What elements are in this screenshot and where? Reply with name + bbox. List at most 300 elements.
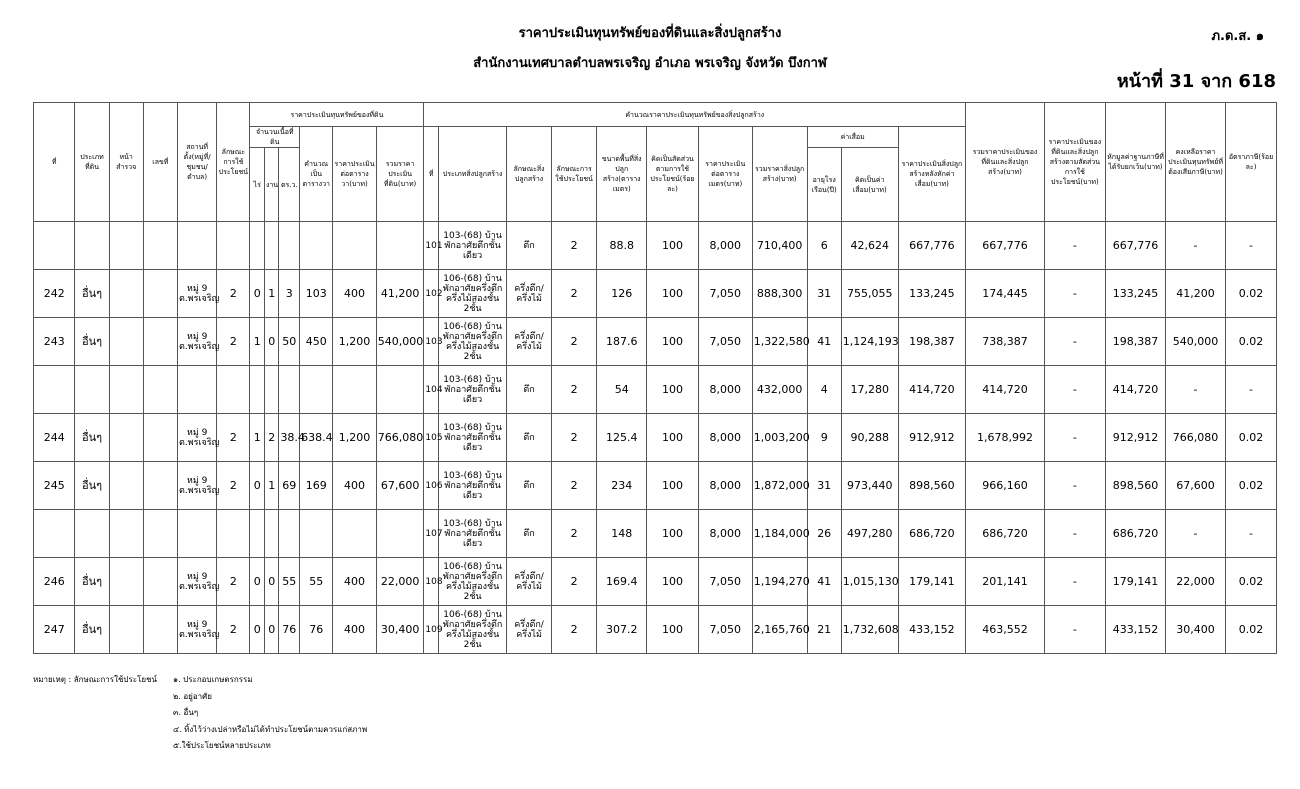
cell-bld-total: 1,872,000 <box>752 462 807 510</box>
cell-page-survey <box>109 318 143 366</box>
cell-no: 244 <box>34 414 75 462</box>
cell-area-wa <box>300 366 333 414</box>
cell-bld-type: 103-(68) บ้านพักอาศัยตึกชั้นเดียว <box>438 366 506 414</box>
cell-ngan: 0 <box>264 606 279 654</box>
cell-land-type <box>75 366 109 414</box>
cell-tax-rate: - <box>1226 366 1277 414</box>
cell-wa <box>279 510 300 558</box>
cell-number <box>143 366 177 414</box>
cell-wa: 55 <box>279 558 300 606</box>
cell-land-type: อื่นๆ <box>75 462 109 510</box>
cell-number <box>143 558 177 606</box>
cell-page-survey <box>109 270 143 318</box>
cell-after-dep: 414,720 <box>898 366 965 414</box>
cell-usage: 2 <box>217 318 250 366</box>
cell-number <box>143 462 177 510</box>
cell-price-wa: 400 <box>333 558 377 606</box>
cell-land-total: 540,000 <box>376 318 424 366</box>
cell-no <box>34 510 75 558</box>
document-title: ราคาประเมินทุนทรัพย์ของที่ดินและสิ่งปลูกสร้าง <box>518 26 782 41</box>
cell-number <box>143 318 177 366</box>
col-bld-pct: คิดเป็นสัดส่วนตามการใช้ประโยชน์(ร้อยละ) <box>647 127 699 222</box>
cell-deduct: 686,720 <box>1105 510 1165 558</box>
cell-page-survey <box>109 510 143 558</box>
cell-bld-type: 106-(68) บ้านพักอาศัยครึ่งตึกครึ่งไม้สองชั้น 2ชั้น <box>438 318 506 366</box>
cell-usage <box>217 510 250 558</box>
cell-tax-rate: 0.02 <box>1226 606 1277 654</box>
cell-ngan: 1 <box>264 270 279 318</box>
cell-age: 21 <box>807 606 841 654</box>
cell-location <box>177 510 216 558</box>
cell-bld-price: 8,000 <box>698 414 752 462</box>
cell-bld-usage: 2 <box>551 510 597 558</box>
cell-usage: 2 <box>217 270 250 318</box>
cell-age: 9 <box>807 414 841 462</box>
cell-bld-usage: 2 <box>551 366 597 414</box>
cell-remaining: 41,200 <box>1166 270 1226 318</box>
cell-dep: 1,732,608 <box>841 606 898 654</box>
cell-location: หมู่ 9 ต.พรเจริญ <box>177 558 216 606</box>
cell-number <box>143 270 177 318</box>
cell-deduct: 198,387 <box>1105 318 1165 366</box>
cell-land-total: 67,600 <box>376 462 424 510</box>
cell-age: 31 <box>807 462 841 510</box>
cell-grand-total: 738,387 <box>966 318 1045 366</box>
cell-remaining: - <box>1166 366 1226 414</box>
col-after-dep: ราคาประเมินสิ่งปลูกสร้างหลังหักค่าเสื่อม(บาท) <box>898 127 965 222</box>
table-row <box>34 222 1277 270</box>
cell-area-wa: 76 <box>300 606 333 654</box>
col-bld-usage: ลักษณะการใช้ประโยชน์ <box>551 127 597 222</box>
cell-tax-rate: 0.02 <box>1226 414 1277 462</box>
cell-after-dep: 686,720 <box>898 510 965 558</box>
cell-no <box>34 366 75 414</box>
cell-bld-no: 107 <box>424 510 439 558</box>
cell-bld-area: 187.6 <box>597 318 647 366</box>
col-bld-type: ประเภทสิ่งปลูกสร้าง <box>438 127 506 222</box>
note-item: ๔. ทิ้งไว้ว่างเปล่าหรือไม่ได้ทำประโยชน์ตามควรแก่สภาพ <box>173 724 368 734</box>
cell-page-survey <box>109 462 143 510</box>
cell-bld-style: ตึก <box>507 462 552 510</box>
table-row <box>34 606 1277 654</box>
cell-bld-pct: 100 <box>647 558 699 606</box>
note-item: ๕.ใช้ประโยชน์หลายประเภท <box>173 741 271 750</box>
cell-dep: 755,055 <box>841 270 898 318</box>
col-grand-total: รวมราคาประเมินของที่ดินและสิ่งปลูกสร้าง(บาท) <box>966 103 1045 222</box>
cell-prop-share: - <box>1044 462 1105 510</box>
cell-usage: 2 <box>217 462 250 510</box>
cell-deduct: 667,776 <box>1105 222 1165 270</box>
cell-grand-total: 414,720 <box>966 366 1045 414</box>
cell-wa: 76 <box>279 606 300 654</box>
note-item: ๓. อื่นๆ <box>173 708 199 717</box>
cell-after-dep: 133,245 <box>898 270 965 318</box>
cell-ngan <box>264 366 279 414</box>
table-row <box>34 462 1277 510</box>
cell-remaining: 766,080 <box>1166 414 1226 462</box>
cell-page-survey <box>109 558 143 606</box>
cell-bld-style: ครึ่งตึก/ครึ่งไม้ <box>507 606 552 654</box>
cell-prop-share: - <box>1044 414 1105 462</box>
cell-location <box>177 366 216 414</box>
cell-land-type <box>75 510 109 558</box>
cell-area-wa <box>300 222 333 270</box>
cell-prop-share: - <box>1044 606 1105 654</box>
cell-bld-no: 105 <box>424 414 439 462</box>
form-code: ภ.ด.ส. ๑ <box>1211 29 1264 44</box>
cell-area-wa <box>300 510 333 558</box>
cell-prop-share: - <box>1044 222 1105 270</box>
cell-no: 247 <box>34 606 75 654</box>
notes-label: หมายเหตุ : ลักษณะการใช้ประโยชน์ <box>33 675 157 684</box>
note-item: ๒. อยู่อาศัย <box>173 691 212 701</box>
cell-deduct: 912,912 <box>1105 414 1165 462</box>
cell-after-dep: 898,560 <box>898 462 965 510</box>
cell-bld-pct: 100 <box>647 366 699 414</box>
cell-page-survey <box>109 222 143 270</box>
cell-bld-type: 103-(68) บ้านพักอาศัยตึกชั้นเดียว <box>438 414 506 462</box>
cell-price-wa: 400 <box>333 270 377 318</box>
cell-after-dep: 912,912 <box>898 414 965 462</box>
building-group-header: คำนวณราคาประเมินทุนทรัพย์ของสิ่งปลูกสร้าง <box>424 103 966 127</box>
cell-wa: 69 <box>279 462 300 510</box>
cell-rai: 1 <box>250 318 265 366</box>
cell-land-type: อื่นๆ <box>75 270 109 318</box>
cell-rai: 1 <box>250 414 265 462</box>
cell-bld-total: 432,000 <box>752 366 807 414</box>
cell-no: 242 <box>34 270 75 318</box>
col-no: ที่ <box>34 103 75 222</box>
col-location: สถานที่ตั้ง(หมู่ที่/ชุมชน/ตำบล) <box>177 103 216 222</box>
cell-rai: 0 <box>250 558 265 606</box>
col-bld-total: รวมราคาสิ่งปลูกสร้าง(บาท) <box>752 127 807 222</box>
depreciation-group-header: ค่าเสื่อม <box>807 127 898 148</box>
cell-age: 6 <box>807 222 841 270</box>
table-row <box>34 510 1277 558</box>
cell-after-dep: 179,141 <box>898 558 965 606</box>
cell-bld-total: 2,165,760 <box>752 606 807 654</box>
cell-page-survey <box>109 414 143 462</box>
cell-wa <box>279 222 300 270</box>
cell-price-wa: 400 <box>333 606 377 654</box>
cell-tax-rate: - <box>1226 222 1277 270</box>
cell-bld-no: 104 <box>424 366 439 414</box>
area-group-header: จำนวนเนื้อที่ดิน <box>250 127 300 148</box>
cell-grand-total: 201,141 <box>966 558 1045 606</box>
cell-grand-total: 686,720 <box>966 510 1045 558</box>
cell-grand-total: 463,552 <box>966 606 1045 654</box>
col-land-type: ประเภทที่ดิน <box>75 103 109 222</box>
cell-bld-area: 148 <box>597 510 647 558</box>
cell-deduct: 433,152 <box>1105 606 1165 654</box>
cell-number <box>143 510 177 558</box>
cell-area-wa: 450 <box>300 318 333 366</box>
cell-bld-total: 1,003,200 <box>752 414 807 462</box>
cell-bld-price: 7,050 <box>698 270 752 318</box>
cell-prop-share: - <box>1044 558 1105 606</box>
col-bld-area: ขนาดพื้นที่สิ่งปลูกสร้าง(ตารางเมตร) <box>597 127 647 222</box>
document-subtitle: สำนักงานเทศบาลตำบลพรเจริญ อำเภอ พรเจริญ จังหวัด บึงกาฬ <box>473 56 827 71</box>
cell-dep: 17,280 <box>841 366 898 414</box>
cell-rai: 0 <box>250 462 265 510</box>
cell-bld-total: 1,194,270 <box>752 558 807 606</box>
cell-usage: 2 <box>217 606 250 654</box>
cell-land-total: 41,200 <box>376 270 424 318</box>
cell-remaining: 30,400 <box>1166 606 1226 654</box>
cell-bld-usage: 2 <box>551 270 597 318</box>
cell-remaining: - <box>1166 222 1226 270</box>
cell-bld-style: ตึก <box>507 414 552 462</box>
cell-tax-rate: 0.02 <box>1226 462 1277 510</box>
cell-bld-type: 106-(68) บ้านพักอาศัยครึ่งตึกครึ่งไม้สองชั้น 2ชั้น <box>438 270 506 318</box>
table-row <box>34 558 1277 606</box>
cell-bld-pct: 100 <box>647 414 699 462</box>
cell-tax-rate: - <box>1226 510 1277 558</box>
cell-no: 246 <box>34 558 75 606</box>
cell-rai: 0 <box>250 270 265 318</box>
cell-location: หมู่ 9 ต.พรเจริญ <box>177 414 216 462</box>
cell-after-dep: 433,152 <box>898 606 965 654</box>
cell-remaining: 540,000 <box>1166 318 1226 366</box>
cell-bld-pct: 100 <box>647 606 699 654</box>
cell-bld-price: 8,000 <box>698 462 752 510</box>
cell-bld-area: 126 <box>597 270 647 318</box>
cell-wa: 3 <box>279 270 300 318</box>
cell-bld-area: 88.8 <box>597 222 647 270</box>
col-price-wa: ราคาประเมินต่อตารางวา(บาท) <box>333 127 377 222</box>
cell-bld-usage: 2 <box>551 318 597 366</box>
cell-bld-pct: 100 <box>647 270 699 318</box>
cell-bld-pct: 100 <box>647 462 699 510</box>
cell-page-survey <box>109 606 143 654</box>
cell-area-wa: 55 <box>300 558 333 606</box>
cell-land-total <box>376 222 424 270</box>
cell-dep: 90,288 <box>841 414 898 462</box>
cell-bld-type: 103-(68) บ้านพักอาศัยตึกชั้นเดียว <box>438 462 506 510</box>
cell-no <box>34 222 75 270</box>
cell-bld-total: 1,184,000 <box>752 510 807 558</box>
cell-usage: 2 <box>217 414 250 462</box>
cell-age: 31 <box>807 270 841 318</box>
cell-number <box>143 222 177 270</box>
cell-land-total: 30,400 <box>376 606 424 654</box>
cell-bld-style: ครึ่งตึก/ครึ่งไม้ <box>507 318 552 366</box>
cell-price-wa <box>333 366 377 414</box>
cell-deduct: 414,720 <box>1105 366 1165 414</box>
cell-bld-usage: 2 <box>551 606 597 654</box>
cell-location: หมู่ 9 ต.พรเจริญ <box>177 318 216 366</box>
cell-grand-total: 1,678,992 <box>966 414 1045 462</box>
cell-remaining: - <box>1166 510 1226 558</box>
cell-bld-area: 234 <box>597 462 647 510</box>
cell-bld-total: 1,322,580 <box>752 318 807 366</box>
col-bld-style: ลักษณะสิ่งปลูกสร้าง <box>507 127 552 222</box>
assessment-table <box>33 102 1277 654</box>
table-row <box>34 318 1277 366</box>
cell-bld-style: ครึ่งตึก/ครึ่งไม้ <box>507 558 552 606</box>
cell-usage: 2 <box>217 558 250 606</box>
cell-dep: 42,624 <box>841 222 898 270</box>
cell-bld-total: 888,300 <box>752 270 807 318</box>
cell-bld-price: 8,000 <box>698 366 752 414</box>
cell-land-total: 22,000 <box>376 558 424 606</box>
col-area-wa: คำนวณเป็นตารางวา <box>300 127 333 222</box>
cell-bld-pct: 100 <box>647 222 699 270</box>
col-bld-no: ที่ <box>424 127 439 222</box>
cell-remaining: 22,000 <box>1166 558 1226 606</box>
note-item: ๑. ประกอบเกษตรกรรม <box>173 675 253 684</box>
cell-bld-type: 106-(68) บ้านพักอาศัยครึ่งตึกครึ่งไม้สองชั้น 2ชั้น <box>438 558 506 606</box>
cell-price-wa: 1,200 <box>333 318 377 366</box>
cell-tax-rate: 0.02 <box>1226 318 1277 366</box>
cell-wa: 38.4 <box>279 414 300 462</box>
cell-bld-no: 101 <box>424 222 439 270</box>
cell-prop-share: - <box>1044 270 1105 318</box>
cell-tax-rate: 0.02 <box>1226 270 1277 318</box>
col-rai: ไร่ <box>250 148 265 222</box>
cell-location: หมู่ 9 ต.พรเจริญ <box>177 606 216 654</box>
cell-bld-price: 7,050 <box>698 318 752 366</box>
cell-dep: 497,280 <box>841 510 898 558</box>
col-deduct: หักมูลค่าฐานภาษีที่ได้รับยกเว้น(บาท) <box>1105 103 1165 222</box>
cell-bld-type: 103-(68) บ้านพักอาศัยตึกชั้นเดียว <box>438 222 506 270</box>
cell-bld-type: 103-(68) บ้านพักอาศัยตึกชั้นเดียว <box>438 510 506 558</box>
cell-bld-area: 169.4 <box>597 558 647 606</box>
cell-bld-price: 8,000 <box>698 510 752 558</box>
cell-deduct: 179,141 <box>1105 558 1165 606</box>
cell-bld-no: 109 <box>424 606 439 654</box>
cell-grand-total: 174,445 <box>966 270 1045 318</box>
cell-price-wa: 400 <box>333 462 377 510</box>
cell-land-type: อื่นๆ <box>75 558 109 606</box>
cell-area-wa: 169 <box>300 462 333 510</box>
cell-age: 41 <box>807 558 841 606</box>
col-remaining: คงเหลือราคาประเมินทุนทรัพย์ที่ต้องเสียภาษี(บาท) <box>1166 103 1226 222</box>
cell-bld-area: 125.4 <box>597 414 647 462</box>
cell-after-dep: 667,776 <box>898 222 965 270</box>
cell-prop-share: - <box>1044 510 1105 558</box>
cell-wa: 50 <box>279 318 300 366</box>
col-ngan: งาน <box>264 148 279 222</box>
cell-wa <box>279 366 300 414</box>
cell-number <box>143 414 177 462</box>
cell-bld-no: 103 <box>424 318 439 366</box>
cell-area-wa: 103 <box>300 270 333 318</box>
col-land-total: รวมราคาประเมินที่ดิน(บาท) <box>376 127 424 222</box>
cell-prop-share: - <box>1044 366 1105 414</box>
cell-bld-area: 307.2 <box>597 606 647 654</box>
cell-deduct: 898,560 <box>1105 462 1165 510</box>
col-usage: ลักษณะการใช้ประโยชน์ <box>217 103 250 222</box>
cell-location: หมู่ 9 ต.พรเจริญ <box>177 270 216 318</box>
cell-usage <box>217 366 250 414</box>
cell-grand-total: 966,160 <box>966 462 1045 510</box>
cell-price-wa <box>333 222 377 270</box>
cell-bld-no: 108 <box>424 558 439 606</box>
cell-location <box>177 222 216 270</box>
table-row <box>34 366 1277 414</box>
cell-ngan: 1 <box>264 462 279 510</box>
cell-bld-price: 7,050 <box>698 606 752 654</box>
cell-rai: 0 <box>250 606 265 654</box>
cell-bld-price: 8,000 <box>698 222 752 270</box>
cell-bld-style: ตึก <box>507 222 552 270</box>
cell-dep: 1,015,130 <box>841 558 898 606</box>
cell-prop-share: - <box>1044 318 1105 366</box>
cell-location: หมู่ 9 ต.พรเจริญ <box>177 462 216 510</box>
cell-ngan <box>264 222 279 270</box>
cell-no: 243 <box>34 318 75 366</box>
cell-land-total: 766,080 <box>376 414 424 462</box>
cell-page-survey <box>109 366 143 414</box>
cell-no: 245 <box>34 462 75 510</box>
cell-age: 41 <box>807 318 841 366</box>
cell-bld-style: ตึก <box>507 510 552 558</box>
cell-bld-pct: 100 <box>647 318 699 366</box>
cell-dep: 973,440 <box>841 462 898 510</box>
cell-ngan: 0 <box>264 558 279 606</box>
cell-ngan: 2 <box>264 414 279 462</box>
cell-price-wa <box>333 510 377 558</box>
cell-bld-usage: 2 <box>551 558 597 606</box>
col-tax-rate: อัตราภาษี(ร้อยละ) <box>1226 103 1277 222</box>
cell-bld-no: 106 <box>424 462 439 510</box>
cell-area-wa: 638.4 <box>300 414 333 462</box>
cell-rai <box>250 510 265 558</box>
table-body <box>34 222 1277 654</box>
cell-land-total <box>376 366 424 414</box>
col-wa: ตร.ว. <box>279 148 300 222</box>
cell-land-type: อื่นๆ <box>75 414 109 462</box>
cell-grand-total: 667,776 <box>966 222 1045 270</box>
cell-land-type: อื่นๆ <box>75 318 109 366</box>
cell-bld-style: ครึ่งตึก/ครึ่งไม้ <box>507 270 552 318</box>
cell-deduct: 133,245 <box>1105 270 1165 318</box>
cell-remaining: 67,600 <box>1166 462 1226 510</box>
cell-age: 4 <box>807 366 841 414</box>
land-group-header: ราคาประเมินทุนทรัพย์ของที่ดิน <box>250 103 424 127</box>
cell-bld-type: 106-(68) บ้านพักอาศัยครึ่งตึกครึ่งไม้สองชั้น 2ชั้น <box>438 606 506 654</box>
cell-land-type: อื่นๆ <box>75 606 109 654</box>
cell-dep: 1,124,193 <box>841 318 898 366</box>
cell-bld-no: 102 <box>424 270 439 318</box>
col-page-survey: หน้าสำรวจ <box>109 103 143 222</box>
cell-bld-usage: 2 <box>551 414 597 462</box>
cell-bld-pct: 100 <box>647 510 699 558</box>
cell-bld-price: 7,050 <box>698 558 752 606</box>
cell-bld-area: 54 <box>597 366 647 414</box>
col-age: อายุโรงเรือน(ปี) <box>807 148 841 222</box>
cell-price-wa: 1,200 <box>333 414 377 462</box>
cell-usage <box>217 222 250 270</box>
col-number: เลขที่ <box>143 103 177 222</box>
col-dep-amount: คิดเป็นค่าเสื่อม(บาท) <box>841 148 898 222</box>
col-prop-share: ราคาประเมินของที่ดินและสิ่งปลูกสร้างตามสัดส่วนการใช้ประโยชน์(บาท) <box>1044 103 1105 222</box>
cell-bld-total: 710,400 <box>752 222 807 270</box>
cell-bld-usage: 2 <box>551 462 597 510</box>
page-number: หน้าที่ 31 จาก 618 <box>1116 71 1276 92</box>
cell-ngan <box>264 510 279 558</box>
cell-number <box>143 606 177 654</box>
cell-land-total <box>376 510 424 558</box>
cell-ngan: 0 <box>264 318 279 366</box>
cell-tax-rate: 0.02 <box>1226 558 1277 606</box>
table-row <box>34 270 1277 318</box>
col-bld-price: ราคาประเมินต่อตารางเมตร(บาท) <box>698 127 752 222</box>
cell-after-dep: 198,387 <box>898 318 965 366</box>
cell-rai <box>250 366 265 414</box>
notes <box>33 672 367 755</box>
